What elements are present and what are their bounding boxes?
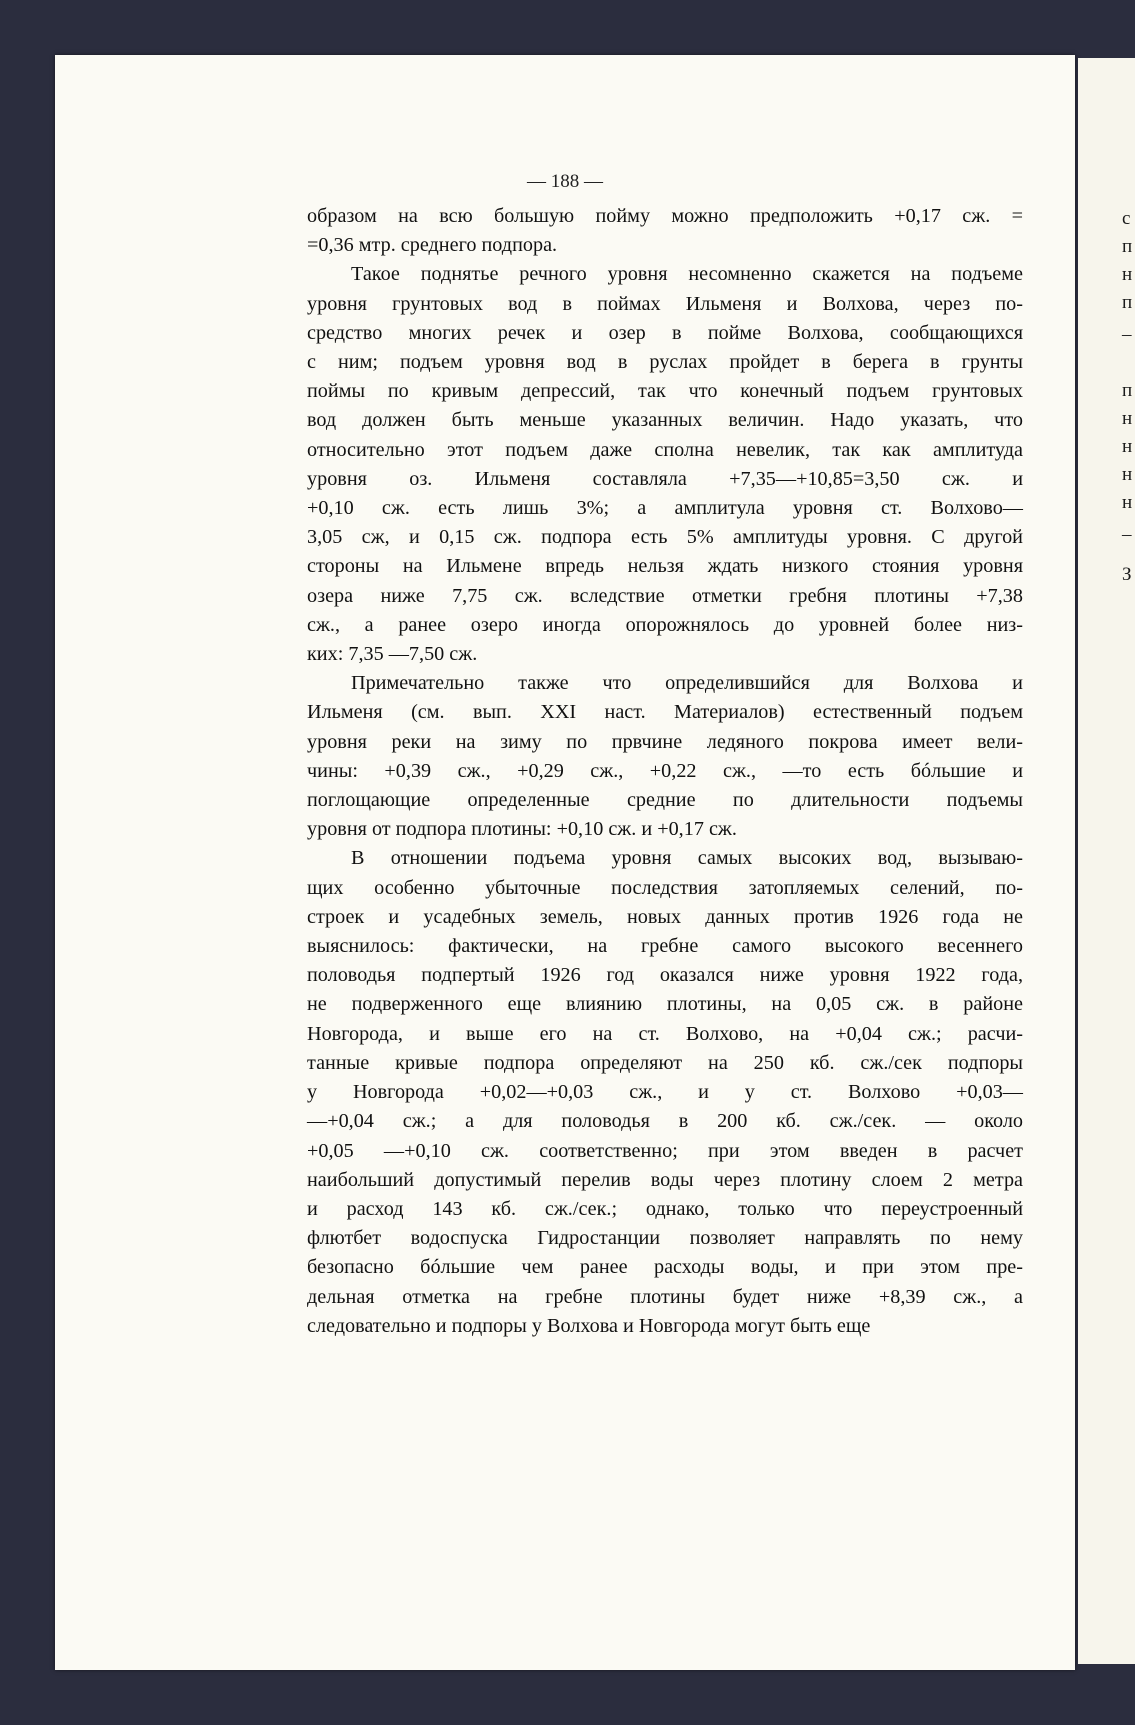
text-line: половодья подпертый 1926 год оказался ниже уровня 1922 года, <box>307 964 1023 987</box>
text-line: флютбет водоспуска Гидростанции позволяет направлять по нему <box>307 1227 1023 1250</box>
text-line: В отношении подъема уровня самых высоких вод, вызываю- <box>351 847 1023 870</box>
text-line: Такое поднятье речного уровня несомненно скажется на подъеме <box>351 263 1023 286</box>
text-line: выяснилось: фактически, на гребне самого высокого весеннего <box>307 935 1023 958</box>
text-line: стороны на Ильмене впредь нельзя ждать низкого стояния уровня <box>307 555 1023 578</box>
text-line: поймы по кривым депрессий, так что конечный подъем грунтовых <box>307 380 1023 403</box>
adjacent-page-fragment: п <box>1122 380 1133 401</box>
text-line: уровня оз. Ильменя составляла +7,35—+10,85=3,50 сж. и <box>307 467 1023 490</box>
body-text <box>307 202 1023 1341</box>
text-line: у Новгорода +0,02—+0,03 сж., и у ст. Волхово +0,03— <box>307 1081 1023 1104</box>
paragraph <box>307 669 1023 844</box>
text-line: ких: 7,35 —7,50 сж. <box>307 643 478 666</box>
text-line: образом на всю большую пойму можно предположить +0,17 сж. = <box>307 205 1023 227</box>
text-line: с ним; подъем уровня вод в руслах пройдет в берега в грунты <box>307 351 1023 374</box>
text-line: не подверженного еще влиянию плотины, на 0,05 сж. в районе <box>307 993 1023 1016</box>
text-line: уровня грунтовых вод в поймах Ильменя и Волхова, через по- <box>307 292 1023 315</box>
text-line: озера ниже 7,75 сж. вследствие отметки гребня плотины +7,38 <box>307 584 1023 607</box>
page-number: — 188 — <box>527 171 603 192</box>
text-line: +0,05 —+0,10 сж. соответственно; при этом введен в расчет <box>307 1139 1023 1162</box>
text-line: Примечательно также что определившийся для Волхова и <box>351 672 1023 695</box>
text-line: —+0,04 сж.; а для половодья в 200 кб. сж./сек. — около <box>307 1110 1023 1133</box>
text-line: безопасно бóльшие чем ранее расходы воды, и при этом пре- <box>307 1256 1023 1279</box>
adjacent-page-fragment: – <box>1122 524 1132 545</box>
text-line: наибольший допустимый перелив воды через плотину слоем 2 метра <box>307 1168 1023 1191</box>
book-page <box>55 55 1075 1670</box>
adjacent-page-fragment: н <box>1122 464 1133 485</box>
adjacent-page-fragment: п <box>1122 292 1133 313</box>
text-line: и расход 143 кб. сж./сек.; однако, только что переустроенный <box>307 1197 1023 1220</box>
text-line: средство многих речек и озер в пойме Волхова, сообщающихся <box>307 321 1023 344</box>
paragraph <box>307 260 1023 669</box>
adjacent-page-fragment: – <box>1122 324 1132 345</box>
adjacent-page-fragment: н <box>1122 436 1133 457</box>
text-line: +0,10 сж. есть лишь 3%; а амплитула уровня ст. Волхово— <box>307 497 1023 520</box>
text-line: строек и усадебных земель, новых данных против 1926 года не <box>307 905 1023 928</box>
adjacent-page-fragment: н <box>1122 264 1133 285</box>
text-line: поглощающие определенные средние по длительности подъемы <box>307 789 1023 812</box>
text-line: 3,05 сж, и 0,15 сж. подпора есть 5% амплитуды уровня. С другой <box>307 526 1023 549</box>
text-line: сж., а ранее озеро иногда опорожнялось до уровней более низ- <box>307 613 1023 636</box>
paragraph <box>307 844 1023 1340</box>
adjacent-page-fragment: н <box>1122 408 1133 429</box>
text-line: чины: +0,39 сж., +0,29 сж., +0,22 сж., —то есть бóльшие и <box>307 759 1023 782</box>
text-line: уровня реки на зиму по првчине ледяного покрова имеет вели- <box>307 730 1023 753</box>
text-line: Новгорода, и выше его на ст. Волхово, на +0,04 сж.; расчи- <box>307 1022 1023 1045</box>
text-line: относительно этот подъем даже сполна невелик, так как амплитуда <box>307 438 1023 461</box>
adjacent-page-fragment: З <box>1122 564 1132 585</box>
text-line: дельная отметка на гребне плотины будет ниже +8,39 сж., а <box>307 1285 1023 1308</box>
adjacent-page-fragment: н <box>1122 492 1133 513</box>
adjacent-page-fragment: с <box>1122 208 1131 229</box>
adjacent-page-fragment: п <box>1122 236 1133 257</box>
text-line: следовательно и подпоры у Волхова и Новгорода могут быть еще <box>307 1314 871 1337</box>
text-line: танные кривые подпора определяют на 250 кб. сж./сек подпоры <box>307 1051 1023 1074</box>
text-line: уровня от подпора плотины: +0,10 сж. и +0,17 сж. <box>307 818 737 841</box>
paragraph <box>307 202 1023 260</box>
text-line: =0,36 мтр. среднего подпора. <box>307 234 558 257</box>
text-line: Ильменя (см. вып. XXI наст. Материалов) естественный подъем <box>307 701 1023 724</box>
text-line: щих особенно убыточные последствия затопляемых селений, по- <box>307 876 1023 899</box>
text-line: вод должен быть меньше указанных величин. Надо указать, что <box>307 409 1023 432</box>
adjacent-page-edge <box>1078 58 1135 1664</box>
